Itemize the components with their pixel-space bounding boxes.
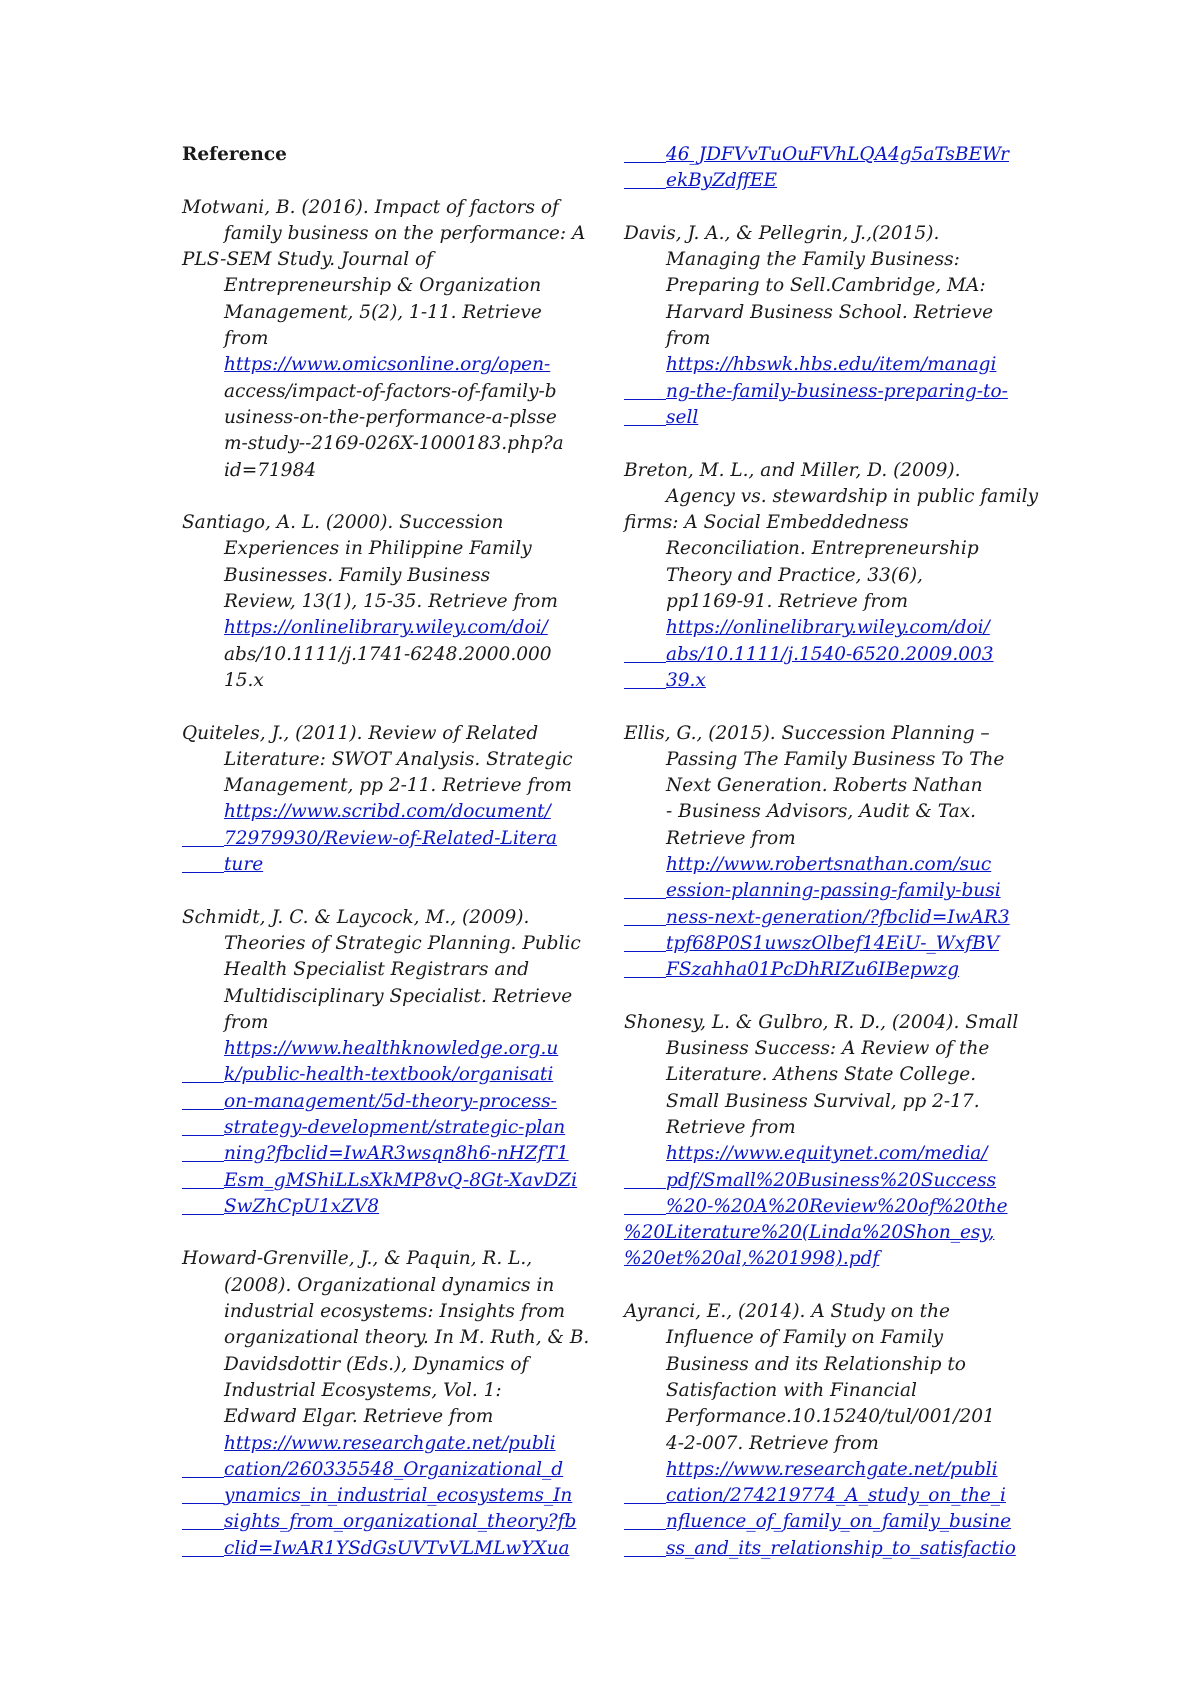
citation-text: organizational theory. In M. Ruth, & B.	[224, 1327, 590, 1349]
reference-entry	[182, 721, 582, 879]
reference-text-line	[624, 1431, 1036, 1457]
url-text[interactable]: ture	[224, 854, 264, 876]
reference-link-line[interactable]	[182, 1431, 582, 1457]
page-title: Reference	[182, 144, 287, 165]
citation-text: Quiteles, J., (2011). Review of Related	[182, 722, 539, 744]
reference-text-line	[182, 1325, 590, 1351]
reference-link-line[interactable]	[624, 957, 1036, 983]
url-text[interactable]: %20Literature%20(Linda%20Shon_esy,	[624, 1222, 995, 1244]
citation-text: Satisfaction with Financial	[666, 1379, 917, 1401]
link-underline-lead	[182, 1170, 224, 1189]
spacer	[182, 1220, 582, 1246]
citation-text: Business Success: A Review of the	[666, 1038, 990, 1060]
reference-link-line[interactable]	[182, 826, 582, 852]
reference-text-line	[624, 1352, 1036, 1378]
spacer	[624, 694, 1036, 720]
url-text[interactable]: abs/10.1111/j.1540-6520.2009.003	[666, 643, 994, 665]
url-text[interactable]: ynamics_in_industrial_ecosystems_In	[224, 1485, 573, 1507]
citation-text: Shonesy, L. & Gulbro, R. D., (2004). Small	[624, 1011, 1019, 1033]
link-underline-lead	[182, 854, 224, 873]
link-underline-lead	[182, 1091, 224, 1110]
link-underline-lead	[624, 880, 666, 899]
reference-link-line[interactable]	[624, 1168, 1036, 1194]
reference-link-line[interactable]	[624, 668, 1036, 694]
citation-text: Influence of Family on Family	[666, 1327, 944, 1349]
reference-text-line	[182, 1352, 582, 1378]
reference-text-line	[182, 642, 582, 668]
link-underline-lead	[624, 959, 666, 978]
citation-text: Agency vs. stewardship in public family	[666, 485, 1039, 507]
citation-text: Management, 5(2), 1-11. Retrieve	[224, 301, 542, 323]
reference-link-line[interactable]	[182, 1536, 582, 1562]
citation-text: Health Specialist Registrars and	[224, 959, 530, 981]
reference-link-line[interactable]	[182, 1036, 582, 1062]
citation-text: Reconciliation. Entrepreneurship	[666, 538, 979, 560]
url-text[interactable]: ness-next-generation/?fbclid=IwAR3	[666, 906, 1010, 928]
reference-entry	[624, 458, 1039, 695]
spacer	[182, 1562, 582, 1588]
spacer	[624, 1273, 1036, 1299]
link-underline-lead	[182, 828, 224, 847]
reference-text-line	[624, 510, 1036, 536]
reference-link-line[interactable]	[182, 1168, 582, 1194]
url-text[interactable]: ss_and_its_relationship_to_satisfactio	[666, 1537, 1016, 1559]
citation-text: from	[666, 328, 711, 350]
reference-link-line[interactable]	[182, 1194, 582, 1220]
reference-text-line	[182, 984, 582, 1010]
reference-text-line	[182, 721, 582, 747]
reference-link-line[interactable]	[182, 1115, 582, 1141]
citation-text: Ayranci, E., (2014). A Study on the	[624, 1301, 950, 1323]
reference-link-line[interactable]	[624, 352, 1036, 378]
reference-text-line	[182, 563, 582, 589]
link-underline-lead	[624, 381, 666, 400]
reference-text-line	[624, 273, 1036, 299]
spacer	[624, 195, 1036, 221]
citation-text: Santiago, A. L. (2000). Succession	[182, 512, 504, 534]
reference-text-line	[182, 931, 582, 957]
right-column	[624, 142, 1039, 1588]
url-text[interactable]: FSzahha01PcDhRIZu6IBepwzg	[666, 959, 960, 981]
spacer	[624, 1562, 1036, 1588]
reference-text-line	[182, 905, 582, 931]
reference-link-line[interactable]	[624, 1246, 1036, 1272]
reference-entry	[624, 721, 1036, 984]
spacer	[182, 694, 582, 720]
url-text[interactable]: on-management/5d-theory-process-	[224, 1090, 557, 1112]
reference-text-line	[182, 773, 582, 799]
reference-text-line	[182, 326, 582, 352]
reference-entry	[624, 221, 1036, 431]
citation-text: Review, 13(1), 15-35. Retrieve from	[224, 591, 558, 613]
link-underline-lead	[624, 1485, 666, 1504]
url-text[interactable]: ekByZdffEE	[666, 170, 778, 192]
citation-text: Experiences in Philippine Family	[224, 538, 532, 560]
url-text[interactable]: https://www.researchgate.net/publi	[224, 1432, 556, 1454]
citation-text: Businesses. Family Business	[224, 564, 491, 586]
spacer	[182, 878, 582, 904]
link-underline-lead	[624, 407, 666, 426]
reference-link-line[interactable]	[624, 615, 1036, 641]
citation-text: Preparing to Sell.Cambridge, MA:	[666, 275, 986, 297]
reference-text-line	[182, 221, 586, 247]
citation-text: from	[224, 328, 269, 350]
url-text[interactable]: 39.x	[666, 669, 706, 691]
citation-text: PLS-SEM Study. Journal of	[182, 249, 433, 271]
reference-text-line	[182, 536, 582, 562]
reference-text-line	[624, 1036, 1036, 1062]
link-underline-lead	[182, 1485, 224, 1504]
citation-text: (2008). Organizational dynamics in	[224, 1274, 555, 1296]
citation-text: Management, pp 2-11. Retrieve from	[224, 775, 572, 797]
url-text[interactable]: SwZhCpU1xZV8	[224, 1195, 380, 1217]
reference-text-line	[182, 458, 582, 484]
link-underline-lead	[624, 144, 666, 163]
link-underline-lead	[624, 170, 666, 189]
citation-text: Theories of Strategic Planning. Public	[224, 932, 581, 954]
reference-link-line[interactable]	[182, 1483, 582, 1509]
reference-text-line	[624, 536, 1036, 562]
reference-link-line[interactable]	[182, 615, 582, 641]
reference-link-line[interactable]	[624, 642, 1036, 668]
citation-text: Literature: SWOT Analysis. Strategic	[224, 748, 573, 770]
reference-entry	[182, 905, 582, 1221]
reference-text-line	[624, 1062, 1036, 1088]
reference-link-line[interactable]	[182, 1141, 582, 1167]
reference-link-line[interactable]	[624, 1457, 1036, 1483]
reference-text-line	[182, 1273, 582, 1299]
citation-text: pp1169-91. Retrieve from	[666, 591, 908, 613]
reference-text-line	[182, 668, 582, 694]
reference-entry	[624, 1299, 1036, 1562]
url-text[interactable]: clid=IwAR1YSdGsUVTvVLMLwYXua	[224, 1537, 570, 1559]
url-text[interactable]: https://onlinelibrary.wiley.com/doi/	[224, 617, 548, 639]
left-column	[182, 142, 590, 1588]
citation-text: Davis, J. A., & Pellegrin, J.,(2015).	[624, 222, 940, 244]
reference-link-line[interactable]	[182, 1457, 582, 1483]
link-underline-lead	[624, 1196, 666, 1215]
reference-text-line	[182, 431, 582, 457]
spacer	[182, 168, 582, 194]
reference-link-line[interactable]	[182, 1509, 582, 1535]
citation-text: firms: A Social Embeddedness	[624, 512, 909, 534]
link-underline-lead	[182, 1196, 224, 1215]
url-text[interactable]: sights_from_organizational_theory?fb	[224, 1511, 577, 1533]
citation-text: Edward Elgar. Retrieve from	[224, 1406, 494, 1428]
link-underline-lead	[624, 1511, 666, 1530]
url-text[interactable]: 46_JDFVvTuOuFVhLQA4g5aTsBEWr	[666, 144, 1009, 165]
citation-text: abs/10.1111/j.1741-6248.2000.000	[224, 643, 552, 665]
reference-entry	[624, 1010, 1036, 1273]
reference-text-line	[182, 747, 582, 773]
reference-link-line[interactable]	[624, 1194, 1036, 1220]
reference-entry	[182, 1246, 590, 1562]
link-underline-lead	[624, 907, 666, 926]
reference-text-line	[182, 247, 582, 273]
url-text[interactable]: k/public-health-textbook/organisati	[224, 1064, 554, 1086]
citation-text: - Business Advisors, Audit & Tax.	[666, 801, 977, 823]
url-text[interactable]: http://www.robertsnathan.com/suc	[666, 854, 992, 876]
url-text[interactable]: 72979930/Review-of-Related-Litera	[224, 827, 558, 849]
reference-link-line[interactable]	[624, 168, 1036, 194]
link-underline-lead	[182, 1117, 224, 1136]
citation-text: Harvard Business School. Retrieve	[666, 301, 994, 323]
reference-link-line[interactable]	[624, 1536, 1036, 1562]
citation-text: Literature. Athens State College.	[666, 1064, 977, 1086]
link-underline-lead	[182, 1143, 224, 1162]
reference-text-line	[624, 1115, 1036, 1141]
reference-text-line	[624, 326, 1036, 352]
reference-text-line	[624, 458, 1036, 484]
reference-entry	[182, 195, 586, 484]
citation-text: Retrieve from	[666, 827, 796, 849]
link-underline-lead	[182, 1064, 224, 1083]
reference-entry	[624, 142, 1036, 195]
citation-text: family business on the performance: A	[224, 222, 586, 244]
url-text[interactable]: ning?fbclid=IwAR3wsqn8h6-nHZfT1	[224, 1143, 569, 1165]
reference-link-line[interactable]	[624, 1141, 1036, 1167]
reference-text-line	[182, 1246, 582, 1272]
citation-text: Managing the Family Business:	[666, 249, 960, 271]
reference-text-line	[182, 1010, 582, 1036]
url-text[interactable]: %20-%20A%20Review%20of%20the	[666, 1195, 1008, 1217]
reference-link-line[interactable]	[624, 931, 1036, 957]
url-text[interactable]: strategy-development/strategic-plan	[224, 1116, 566, 1138]
url-text[interactable]: pdf/Small%20Business%20Success	[666, 1169, 997, 1191]
url-text[interactable]: nfluence_of_family_on_family_busine	[666, 1511, 1012, 1533]
citation-text: Next Generation. Roberts Nathan	[666, 775, 983, 797]
reference-text-line	[182, 589, 582, 615]
reference-text-line	[624, 247, 1036, 273]
reference-link-line[interactable]	[182, 1062, 582, 1088]
citation-text: Breton, M. L., and Miller, D. (2009).	[624, 459, 961, 481]
reference-link-line[interactable]	[182, 352, 582, 378]
reference-entry	[182, 510, 582, 694]
citation-text: Entrepreneurship & Organization	[224, 275, 542, 297]
link-underline-lead	[182, 1459, 224, 1478]
reference-link-line[interactable]	[624, 905, 1036, 931]
link-underline-lead	[624, 670, 666, 689]
link-underline-lead	[624, 644, 666, 663]
reference-link-line[interactable]	[624, 1483, 1036, 1509]
url-text[interactable]: https://www.researchgate.net/publi	[666, 1458, 998, 1480]
reference-text-line	[182, 1404, 582, 1430]
citation-text: Industrial Ecosystems, Vol. 1:	[224, 1379, 502, 1401]
citation-text: Davidsdottir (Eds.), Dynamics of	[224, 1353, 529, 1375]
reference-link-line[interactable]	[624, 405, 1036, 431]
citation-text: id=71984	[224, 459, 317, 481]
reference-text-line	[624, 747, 1036, 773]
reference-text-line	[624, 1299, 1036, 1325]
reference-link-line[interactable]	[624, 379, 1036, 405]
url-text[interactable]: https://www.equitynet.com/media/	[666, 1143, 988, 1165]
reference-text-line	[182, 273, 582, 299]
url-text[interactable]: ng-the-family-business-preparing-to-	[666, 380, 1008, 402]
citation-text: industrial ecosystems: Insights from	[224, 1301, 566, 1323]
reference-text-line	[182, 405, 582, 431]
reference-text-line	[624, 221, 1036, 247]
citation-text: Performance.10.15240/tul/001/201	[666, 1406, 995, 1428]
reference-text-line	[624, 300, 1036, 326]
reference-link-line[interactable]	[624, 142, 1036, 168]
url-text[interactable]: https://hbswk.hbs.edu/item/managi	[666, 354, 997, 376]
citation-text: access/impact-of-factors-of-family-b	[224, 380, 557, 402]
citation-text: 4-2-007. Retrieve from	[666, 1432, 879, 1454]
citation-text: m-study--2169-026X-1000183.php?a	[224, 433, 564, 455]
link-underline-lead	[182, 1511, 224, 1530]
url-text[interactable]: https://www.omicsonline.org/open-	[224, 354, 551, 376]
reference-text-line	[182, 195, 582, 221]
reference-link-line[interactable]	[182, 1089, 582, 1115]
citation-text: Small Business Survival, pp 2-17.	[666, 1090, 980, 1112]
reference-text-line	[624, 721, 1036, 747]
reference-text-line	[624, 1325, 1036, 1351]
reference-text-line	[624, 799, 1036, 825]
url-text[interactable]: sell	[666, 406, 699, 428]
url-text[interactable]: ession-planning-passing-family-busi	[666, 880, 1001, 902]
citation-text: usiness-on-the-performance-a-plsse	[224, 406, 557, 428]
url-text[interactable]: cation/260335548_Organizational_d	[224, 1458, 564, 1480]
url-text[interactable]: https://onlinelibrary.wiley.com/doi/	[666, 617, 990, 639]
link-underline-lead	[182, 1538, 224, 1557]
reference-text-line	[624, 1089, 1036, 1115]
reference-text-line	[624, 1378, 1036, 1404]
reference-text-line	[182, 957, 582, 983]
citation-text: Ellis, G., (2015). Succession Planning –	[624, 722, 990, 744]
reference-text-line	[182, 300, 582, 326]
citation-text: Schmidt, J. C. & Laycock, M., (2009).	[182, 906, 530, 928]
citation-text: Business and its Relationship to	[666, 1353, 966, 1375]
url-text[interactable]: cation/274219774_A_study_on_the_i	[666, 1485, 1006, 1507]
reference-text-line	[182, 1299, 582, 1325]
spacer	[624, 984, 1036, 1010]
reference-link-line[interactable]	[624, 1220, 1036, 1246]
reference-link-line[interactable]	[182, 852, 582, 878]
url-text[interactable]: tpf68P0S1uwszOlbef14EiU-_WxfBV	[666, 932, 1000, 954]
citation-text: Howard-Grenville, J., & Paquin, R. L.,	[182, 1248, 533, 1270]
url-text[interactable]: https://www.scribd.com/document/	[224, 801, 551, 823]
reference-text-line	[182, 510, 582, 536]
reference-link-line[interactable]	[624, 1509, 1036, 1535]
url-text[interactable]: %20et%20al,%201998).pdf	[624, 1248, 880, 1270]
citation-text: from	[224, 1011, 269, 1033]
reference-text-line	[182, 1378, 582, 1404]
reference-link-line[interactable]	[624, 852, 1036, 878]
citation-text: Retrieve from	[666, 1116, 796, 1138]
citation-text: Multidisciplinary Specialist. Retrieve	[224, 985, 573, 1007]
reference-text-line	[624, 484, 1039, 510]
reference-text-line	[624, 1010, 1036, 1036]
reference-text-line	[624, 773, 1036, 799]
reference-link-line[interactable]	[624, 878, 1036, 904]
spacer	[182, 484, 582, 510]
reference-text-line	[624, 826, 1036, 852]
reference-text-line	[624, 1404, 1036, 1430]
link-underline-lead	[624, 933, 666, 952]
url-text[interactable]: Esm_gMShiLLsXkMP8vQ-8Gt-XavDZi	[224, 1169, 578, 1191]
spacer	[624, 431, 1036, 457]
reference-text-line	[624, 589, 1036, 615]
reference-text-line	[182, 379, 582, 405]
citation-text: Theory and Practice, 33(6),	[666, 564, 923, 586]
citation-text: Passing The Family Business To The	[666, 748, 1005, 770]
reference-text-line	[624, 563, 1036, 589]
reference-link-line[interactable]	[182, 799, 582, 825]
link-underline-lead	[624, 1538, 666, 1557]
citation-text: Motwani, B. (2016). Impact of factors of	[182, 196, 559, 218]
citation-text: 15.x	[224, 669, 264, 691]
url-text[interactable]: https://www.healthknowledge.org.u	[224, 1038, 559, 1060]
link-underline-lead	[624, 1170, 666, 1189]
